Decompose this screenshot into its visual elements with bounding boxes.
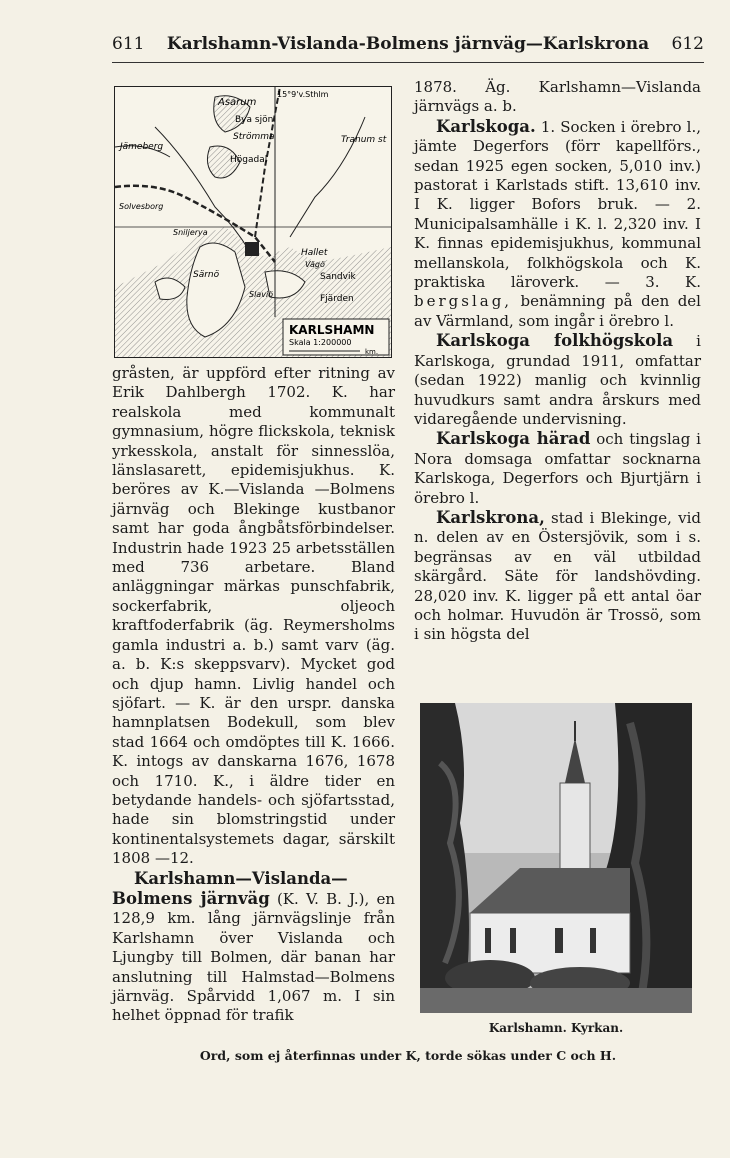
entry-harad-text: och tingslag i Nora domsaga omfattar socknarna Karlskoga, Degerfors och Bjurtjärn i örebro l.: [414, 430, 701, 507]
map-label-hogadal: Högadal: [230, 155, 268, 165]
map-label-tranum: Tranum st: [341, 135, 387, 145]
headword-karlskoga-folkhogskola: Karlskoga folkhögskola: [436, 331, 674, 351]
photo-caption: Karlshamn. Kyrkan.: [488, 1021, 624, 1035]
map-label-hallet: Hallet: [301, 248, 328, 258]
map-label-stromma: Strömma: [233, 132, 275, 142]
left-paragraph-railway: [112, 869, 395, 1026]
entry-karlskoga: [414, 117, 701, 331]
right-paragraph-continuation: 1878. Äg. Karlshamn—Vislanda järnvägs a. b.: [414, 78, 701, 116]
entry-karlskoga-folkhogskola: [414, 331, 701, 429]
entry-karlskrona: [414, 508, 701, 645]
header-rule: [112, 62, 704, 63]
map-label-sniljerya: Sniljerya: [173, 228, 208, 237]
running-header: [112, 34, 704, 54]
entry-karlskoga-spaced: bergslag,: [414, 292, 513, 311]
map-label-fjarden: Fjärden: [320, 294, 354, 304]
entry-karlskrona-text: stad i Blekinge, vid n. delen av en Östersjövik, som i s. begränsas av en väl utbildad skärgård. Säte för landshövding. 28,020 inv. K. ligger på ett antal öar och holmar. Huvudön är Trossö, som i sin högsta del: [414, 508, 701, 644]
page-number-left: 611: [112, 34, 145, 54]
map-label-slavio: Slaviö: [249, 290, 274, 299]
entry-karlskoga-text-a: 1. Socken i örebro l., jämte Degerfors (förr kapellförs., sedan 1925 egen socken, 5,010 inv.) pastorat i Karlstads stift. 13,610 inv. I K. ligger Bofors bruk. — 2. Municipalsamhälle i K. l. 2,320 inv. I K. finnas epidemisjukhus, kommunal mellanskola, folkhögskola och K. praktiska läroverk. — 3. K.: [414, 117, 701, 292]
headword-karlskrona: Karlskrona,: [436, 507, 545, 527]
left-paragraph-railway-text: (K. V. B. J.), en 128,9 km. lång järnvägslinje från Karlshamn över Vislanda och Ljungby till Bolmen, där banan har anslutning till Halmstad—Bolmens järnväg. Spårvidd 1,067 m. I sin helhet öppnad för trafik: [112, 889, 395, 1025]
map-label-asarum: Asarum: [218, 97, 257, 108]
left-column: [112, 364, 395, 1026]
map-legend-title: KARLSHAMN: [289, 323, 375, 337]
map-karlshamn: [114, 86, 392, 358]
map-label-sarno: Särnö: [193, 270, 220, 280]
footer-note: Ord, som ej återfinnas under K, torde sökas under C och H.: [199, 1048, 617, 1063]
map-label-sandvik: Sandvik: [320, 272, 356, 282]
page-number-right: 612: [671, 34, 704, 54]
map-label-vago: Vägö: [305, 260, 325, 269]
map-distance-unit: km.: [365, 348, 379, 356]
photo-karlshamn-church: [420, 703, 692, 1013]
map-scale-label: Skala 1:200000: [289, 338, 352, 347]
map-label-solvesborg: Solvesborg: [119, 202, 164, 211]
entry-karlskoga-text-b: benämning på den del av Värmland, som ingår i örebro l.: [414, 292, 701, 330]
map-label-jameberg: Jämeberg: [120, 142, 164, 152]
headword-karlskoga: Karlskoga.: [436, 116, 536, 136]
left-paragraph-karlshamn: gråsten, är uppförd efter ritning av Erik Dahlbergh 1702. K. har realskola med kommunalt gymnasium, högre flickskola, teknisk yrkesskola, anstalt för sinnesslöa, länslasarett, epidemisjukhus. K. beröres av K.—Vislanda —Bolmens järnväg och Blekinge kustbanor samt har goda ångbåtsförbindelser. Industrin hade 1923 25 arbetsställen med 736 arbetare. Bland anläggningar märkas punschfabrik, sockerfabrik, oljeoch kraftfoderfabrik (äg. Reymersholms gamla industri a. b.) samt varv (äg. a. b. K:s skeppsvarv). Mycket god och djup hamn. Livlig handel och sjöfart. — K. är den urspr. danska hamnplatsen Bodekull, som blev stad 1664 och omdöptes till K. 1666. K. intogs av danskarna 1676, 1678 och 1710. K., i äldre tider en betydande handels- och sjöfartsstad, hade sin blomstringstid under kontinentalsystemets dagar, särskilt 1808 —12.: [112, 364, 395, 868]
entry-karlskoga-harad: [414, 429, 701, 508]
running-title: Karlshamn-Vislanda-Bolmens järnväg—Karlskrona: [166, 34, 650, 54]
headword-karlskoga-harad: Karlskoga härad: [436, 429, 591, 449]
map-label-bya-sjon: Bya sjön: [235, 115, 274, 125]
map-coordinate-label: 15°9'v.Sthlm: [277, 90, 329, 99]
right-column: [414, 78, 701, 645]
headword-karlshamn-vislanda: Karlshamn—Vislanda—Bolmens järnväg: [112, 868, 348, 908]
entry-folkhogskola-text: i Karlskoga, grundad 1911, omfattar (sedan 1922) manlig och kvinnlig huvudkurs samt andra årskurs med vidaregående undervisning.: [414, 332, 701, 428]
